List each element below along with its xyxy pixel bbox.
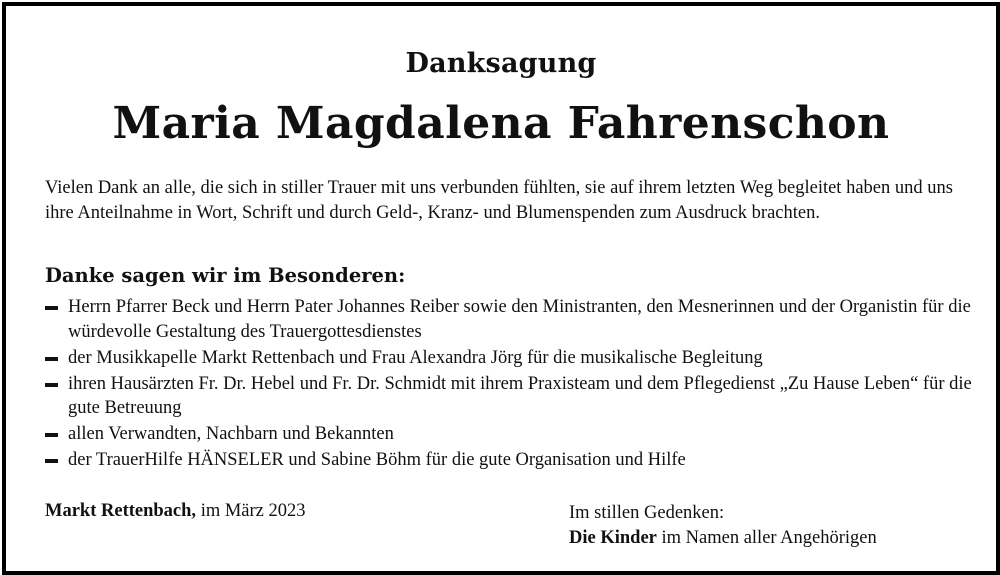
intro-paragraph: Vielen Dank an alle, die sich in stiller Trauer mit uns verbunden fühlten, sie auf ihrem letzten Weg begleitet haben und uns ihre Anteilnahme in Wort, Schrift und durch Geld-, Kranz- und Blumenspenden zum Ausdruck brachten. xyxy=(45,178,953,223)
list-item xyxy=(45,422,975,447)
deceased-name: Maria Magdalena Fahrenschon xyxy=(112,98,890,149)
list-item xyxy=(45,346,975,371)
signers xyxy=(569,526,877,551)
list-item xyxy=(45,448,975,473)
notice-heading: Danksagung xyxy=(405,48,597,79)
signers-bold: Die Kinder xyxy=(569,528,657,548)
list-item-text: der TrauerHilfe HÄNSELER und Sabine Böhm für die gute Organisation und Hilfe xyxy=(68,450,686,470)
list-item xyxy=(45,372,975,421)
place: Markt Rettenbach, xyxy=(45,501,197,521)
signers-rest: im Namen aller Angehörigen xyxy=(656,528,877,548)
place-date xyxy=(45,501,306,522)
list-item-text: ihren Hausärzten Fr. Dr. Hebel und Fr. Dr. Schmidt mit ihrem Praxisteam und dem Pflegedienst „Zu Hause Leben“ für die gute Betreuung xyxy=(68,373,972,418)
dash-bullet-icon xyxy=(45,383,58,387)
special-thanks-heading: Danke sagen wir im Besonderen: xyxy=(45,264,406,287)
list-item-text: Herrn Pfarrer Beck und Herrn Pater Johannes Reiber sowie den Ministranten, den Mesnerinnen und der Organistin für die würdevolle Gestaltung des Trauergottesdienstes xyxy=(68,297,971,342)
dash-bullet-icon xyxy=(45,357,58,361)
date: im März 2023 xyxy=(196,501,306,521)
dash-bullet-icon xyxy=(45,306,58,310)
dash-bullet-icon xyxy=(45,433,58,437)
list-item-text: der Musikkapelle Markt Rettenbach und Frau Alexandra Jörg für die musikalische Begleitung xyxy=(68,347,763,368)
dash-bullet-icon xyxy=(45,459,58,463)
signature-block xyxy=(569,501,877,551)
obituary-notice xyxy=(2,2,1000,575)
memorial-line: Im stillen Gedenken: xyxy=(569,503,725,523)
list-item xyxy=(45,295,975,344)
list-item-text: allen Verwandten, Nachbarn und Bekannten xyxy=(68,424,394,444)
thanks-list xyxy=(45,295,975,474)
